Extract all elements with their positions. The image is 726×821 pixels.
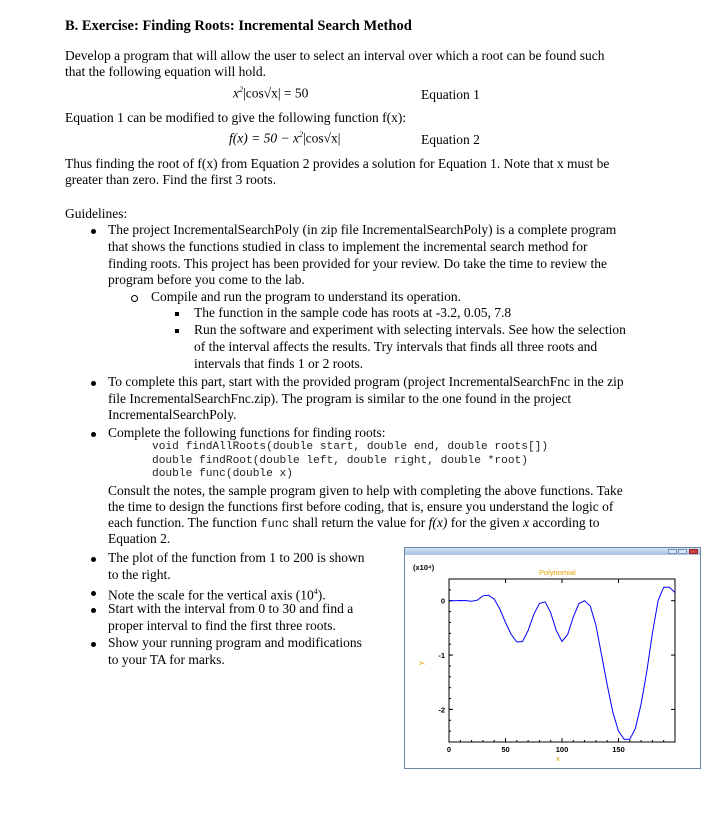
bullet-icon bbox=[91, 557, 96, 562]
x-tick-label: 100 bbox=[555, 745, 569, 754]
g4-line-1: The plot of the function from 1 to 200 is shown bbox=[108, 550, 365, 565]
g5-text: Note the scale for the vertical axis (10 bbox=[108, 587, 314, 603]
y-tick-label: 0 bbox=[440, 596, 445, 606]
bullet-icon bbox=[91, 432, 96, 437]
intro-line-2: that the following equation will hold. bbox=[65, 64, 266, 79]
circle-bullet-icon bbox=[131, 295, 138, 302]
equation-2-text: f(x) = 50 − x bbox=[229, 130, 299, 146]
thus-line-1: Thus finding the root of f(x) from Equation 2 provides a solution for Equation 1. Note that x must be bbox=[65, 156, 610, 171]
g1a2-line-2: of the interval affects the results. Try intervals that finds all three roots and bbox=[194, 339, 598, 354]
g2-line-1: To complete this part, start with the provided program (project IncrementalSearchFnc in the zip bbox=[108, 374, 624, 389]
g7-line-2: to your TA for marks. bbox=[108, 652, 225, 667]
g2-line-2: file IncrementalSearchFnc.zip). The program is similar to the one found in the project bbox=[108, 391, 572, 406]
bullet-icon bbox=[91, 229, 96, 234]
x-axis-label: x bbox=[556, 754, 560, 763]
guidelines-label: Guidelines: bbox=[65, 206, 128, 221]
equation-1-mid: |cos√x| = 50 bbox=[243, 85, 309, 101]
consult-line-3c: for the given bbox=[447, 515, 524, 530]
consult-line-3a: each function. The function bbox=[108, 515, 261, 530]
consult-line-1: Consult the notes, the sample program given to help with completing the above functions. Take bbox=[108, 483, 623, 498]
plot-scale-label: (x10⁴) bbox=[413, 563, 435, 572]
minimize-icon[interactable] bbox=[668, 549, 677, 554]
plot-frame bbox=[449, 579, 675, 742]
g1a2-line-1: Run the software and experiment with selecting intervals. See how the selection bbox=[194, 322, 626, 337]
g2-line-3: IncrementalSearchPoly. bbox=[108, 407, 237, 422]
bullet-icon bbox=[91, 591, 96, 596]
equation-2-tail: |cos√x| bbox=[302, 130, 341, 146]
square-bullet-icon bbox=[175, 329, 179, 333]
consult-line-3d: according to bbox=[529, 515, 600, 530]
modify-text: Equation 1 can be modified to give the following function f(x): bbox=[65, 110, 407, 125]
y-tick-label: -2 bbox=[438, 705, 445, 715]
g7-line-1: Show your running program and modifications bbox=[108, 635, 362, 650]
plot-titlebar bbox=[405, 548, 700, 555]
bullet-icon bbox=[91, 381, 96, 386]
g1a1: The function in the sample code has roots at -3.2, 0.05, 7.8 bbox=[194, 305, 512, 320]
consult-line-3b: shall return the value for bbox=[289, 515, 429, 530]
consult-fx: f(x) bbox=[428, 515, 448, 530]
y-axis-label: y bbox=[416, 661, 425, 665]
equation-1-sup: 2 bbox=[239, 85, 243, 94]
thus-line-2: greater than zero. Find the first 3 roots. bbox=[65, 172, 277, 187]
code-line-3: double func(double x) bbox=[152, 468, 293, 480]
consult-code-func: func bbox=[260, 517, 290, 531]
consult-line-3 bbox=[108, 515, 600, 533]
g1-line-3: finding roots. This project has been provided for your review. Do take the time to review the bbox=[108, 256, 607, 271]
g1-line-4: program before you come to the lab. bbox=[108, 272, 305, 287]
bullet-icon bbox=[91, 642, 96, 647]
code-line-2: double findRoot(double left, double right, double *root) bbox=[152, 455, 528, 467]
plot-legend: Polynomial bbox=[539, 568, 576, 577]
g1a: Compile and run the program to understand its operation. bbox=[151, 289, 462, 304]
close-icon[interactable] bbox=[689, 549, 698, 554]
consult-line-4: Equation 2. bbox=[108, 531, 171, 546]
equation-1-label: Equation 1 bbox=[421, 87, 480, 102]
intro-line-1: Develop a program that will allow the user to select an interval over which a root can be found such bbox=[65, 48, 605, 63]
x-tick-label: 150 bbox=[612, 745, 625, 754]
square-bullet-icon bbox=[175, 312, 179, 316]
equation-2 bbox=[229, 130, 341, 147]
g1a2-line-3: intervals that finds 1 or 2 roots. bbox=[194, 356, 364, 371]
consult-line-2: the time to design the functions first before coding, that is, ensure you understand the logic of bbox=[108, 499, 614, 514]
consult-x: x bbox=[523, 515, 530, 530]
g5-tail: ). bbox=[317, 587, 326, 603]
plot-ticks bbox=[438, 579, 675, 754]
g1-line-1: The project IncrementalSearchPoly (in zip file IncrementalSearchPoly) is a complete program bbox=[108, 222, 617, 237]
equation-1 bbox=[233, 85, 308, 102]
series-line-polynomial bbox=[450, 587, 675, 739]
equation-1-lhs: x bbox=[233, 85, 239, 101]
bullet-icon bbox=[91, 608, 96, 613]
plot-canvas bbox=[405, 555, 700, 768]
g6-line-2: proper interval to find the first three roots. bbox=[108, 618, 336, 633]
g3: Complete the following functions for finding roots: bbox=[108, 425, 386, 440]
g1-line-2: that shows the functions studied in class to implement the incremental search method for bbox=[108, 239, 588, 254]
g4-line-2: to the right. bbox=[108, 567, 171, 582]
y-tick-label: -1 bbox=[438, 651, 445, 661]
page-title: B. Exercise: Finding Roots: Incremental Search Method bbox=[65, 18, 412, 34]
plot-window bbox=[404, 547, 701, 769]
x-tick-label: 0 bbox=[446, 745, 452, 754]
g5-sup: 4 bbox=[313, 587, 318, 596]
maximize-icon[interactable] bbox=[678, 549, 687, 554]
code-line-1: void findAllRoots(double start, double end, double roots[]) bbox=[152, 441, 549, 453]
equation-2-label: Equation 2 bbox=[421, 132, 480, 147]
equation-2-sup: 2 bbox=[298, 130, 303, 139]
x-tick-label: 50 bbox=[501, 745, 510, 754]
g6-line-1: Start with the interval from 0 to 30 and find a bbox=[108, 601, 354, 616]
